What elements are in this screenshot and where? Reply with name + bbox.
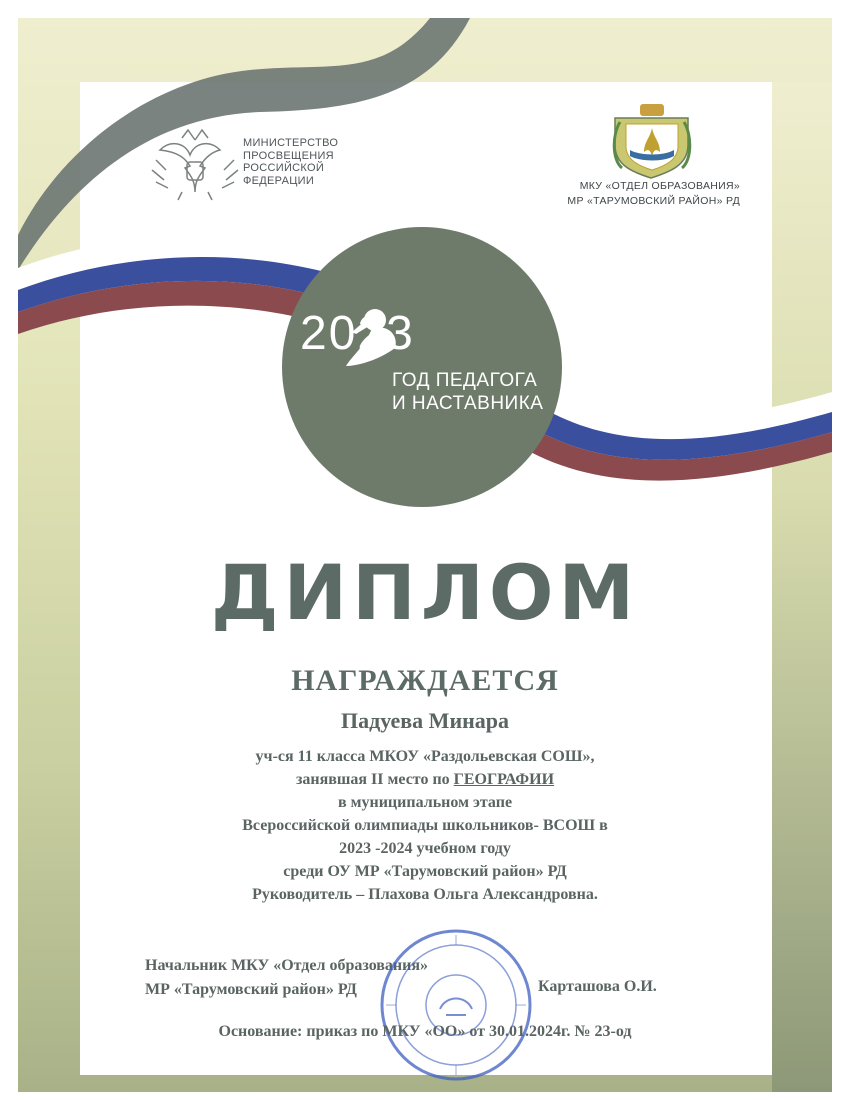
award-details — [0, 745, 850, 906]
signature-line-2: МР «Тарумовский район» РД — [145, 981, 357, 998]
subject-text: ГЕОГРАФИИ — [453, 771, 555, 788]
awarded-heading: НАГРАЖДАЕТСЯ — [291, 664, 559, 697]
details-line-class: уч-ся 11 класса МКОУ «Раздольевская СОШ», — [255, 748, 595, 765]
ministry-line: МИНИСТЕРСТВО — [243, 137, 339, 149]
ministry-line: ФЕДЕРАЦИИ — [243, 174, 315, 187]
emblem-caption-line-2: И НАСТАВНИКА — [392, 393, 544, 414]
department-line-1: МКУ «ОТДЕЛ ОБРАЗОВАНИЯ» — [579, 180, 740, 192]
eagle-emblem-icon — [152, 130, 238, 200]
details-line-district: среди ОУ МР «Тарумовский район» РД — [283, 863, 567, 880]
district-coat-of-arms-icon — [614, 104, 690, 178]
emblem-year: 2023 — [300, 307, 415, 360]
ministry-line: РОССИЙСКОЙ — [243, 162, 325, 174]
details-line-place — [0, 768, 850, 791]
department-name — [567, 179, 740, 209]
ministry-name — [243, 137, 338, 187]
signer-name: Карташова О.И. — [538, 978, 657, 995]
basis-order: Основание: приказ по МКУ «ОО» от 30.01.2024г. № 23-од — [218, 1023, 632, 1040]
details-line-year: 2023 -2024 учебном году — [339, 840, 511, 857]
details-line-supervisor: Руководитель – Плахова Ольга Александровна. — [252, 886, 598, 903]
signature-line-1: Начальник МКУ «Отдел образования» — [145, 957, 429, 974]
place-text: занявшая II место по — [295, 771, 454, 788]
department-line-2: МР «ТАРУМОВСКИЙ РАЙОН» РД — [567, 195, 740, 207]
official-stamp — [376, 925, 536, 1085]
emblem-caption — [392, 369, 543, 415]
emblem-caption-line-1: ГОД ПЕДАГОГА — [392, 370, 538, 391]
details-line-stage: в муниципальном этапе — [337, 794, 513, 811]
diploma-title: ДИПЛОМ — [210, 548, 640, 637]
recipient-name: Падуева Минара — [340, 708, 510, 733]
details-line-olympiad: Всероссийской олимпиады школьников- ВСОШ в — [242, 817, 608, 834]
ministry-line: ПРОСВЕЩЕНИЯ — [243, 149, 334, 162]
